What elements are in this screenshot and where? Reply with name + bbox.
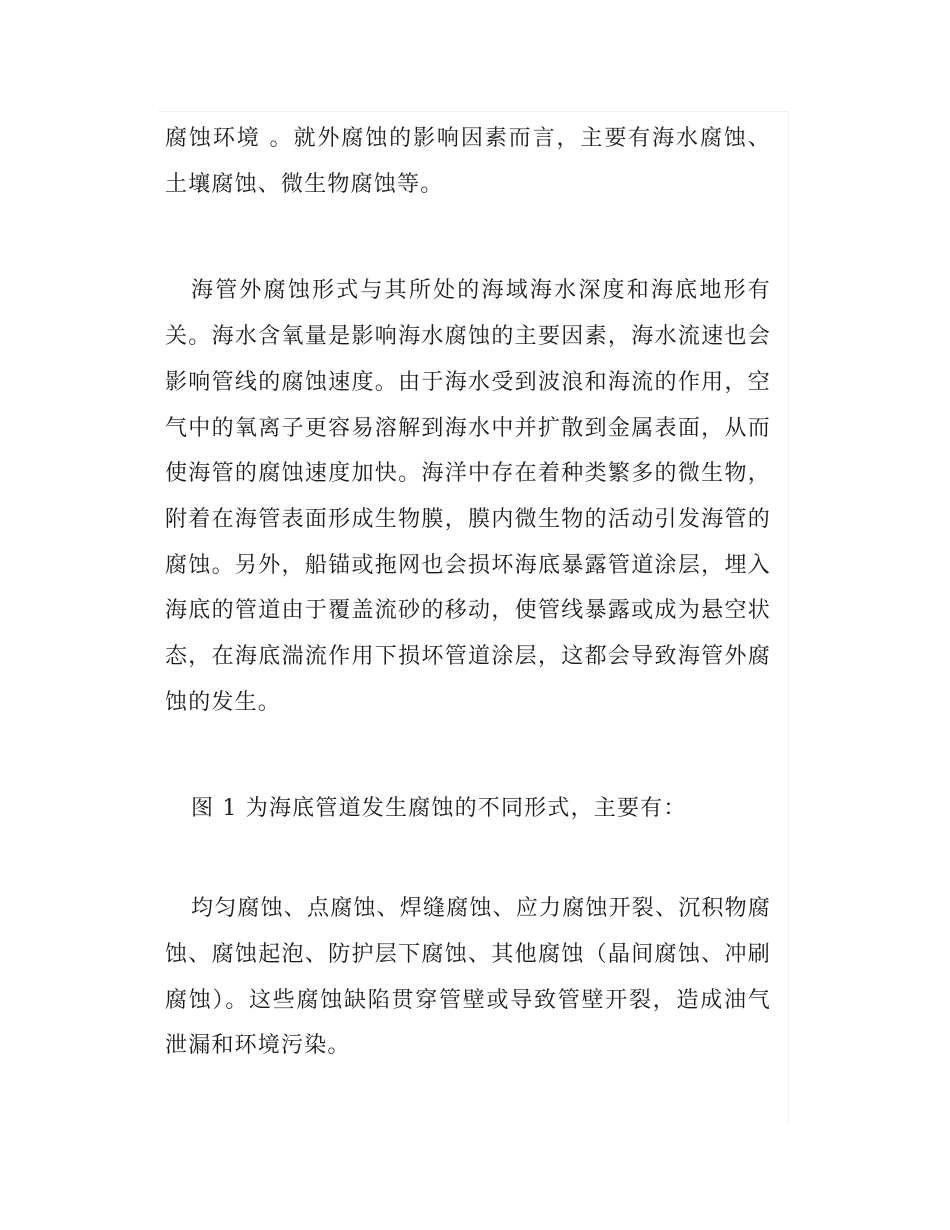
paragraph-corrosion-environment: 腐蚀环境 。就外腐蚀的影响因素而言，主要有海水腐蚀、土壤腐蚀、微生物腐蚀等。 xyxy=(165,126,771,197)
paragraph-figure-reference: 图 1 为海底管道发生腐蚀的不同形式，主要有： xyxy=(191,796,687,822)
document-body xyxy=(165,116,771,1069)
paragraph-external-corrosion-factors: 海管外腐蚀形式与其所处的海域海水深度和海底地形有关。海水含氧量是影响海水腐蚀的主要因素，海水流速也会影响管线的腐蚀速度。由于海水受到波浪和海流的作用，空气中的氧离子更容易溶解到海水中并扩散到金属表面，从而使海管的腐蚀速度加快。海洋中存在着种类繁多的微生物，附着在海管表面形成生物膜，膜内微生物的活动引发海管的腐蚀。另外，船锚或拖网也会损坏海底暴露管道涂层，埋入海底的管道由于覆盖流砂的移动，使管线暴露或成为悬空状态，在海底湍流作用下损坏管道涂层，这都会导致海管外腐蚀的发生。 xyxy=(165,278,771,715)
paragraph-corrosion-types: 均匀腐蚀、点腐蚀、焊缝腐蚀、应力腐蚀开裂、沉积物腐蚀、腐蚀起泡、防护层下腐蚀、其他腐蚀（晶间腐蚀、冲刷腐蚀）。这些腐蚀缺陷贯穿管壁或导致管壁开裂，造成油气泄漏和环境污染。 xyxy=(165,896,772,1059)
